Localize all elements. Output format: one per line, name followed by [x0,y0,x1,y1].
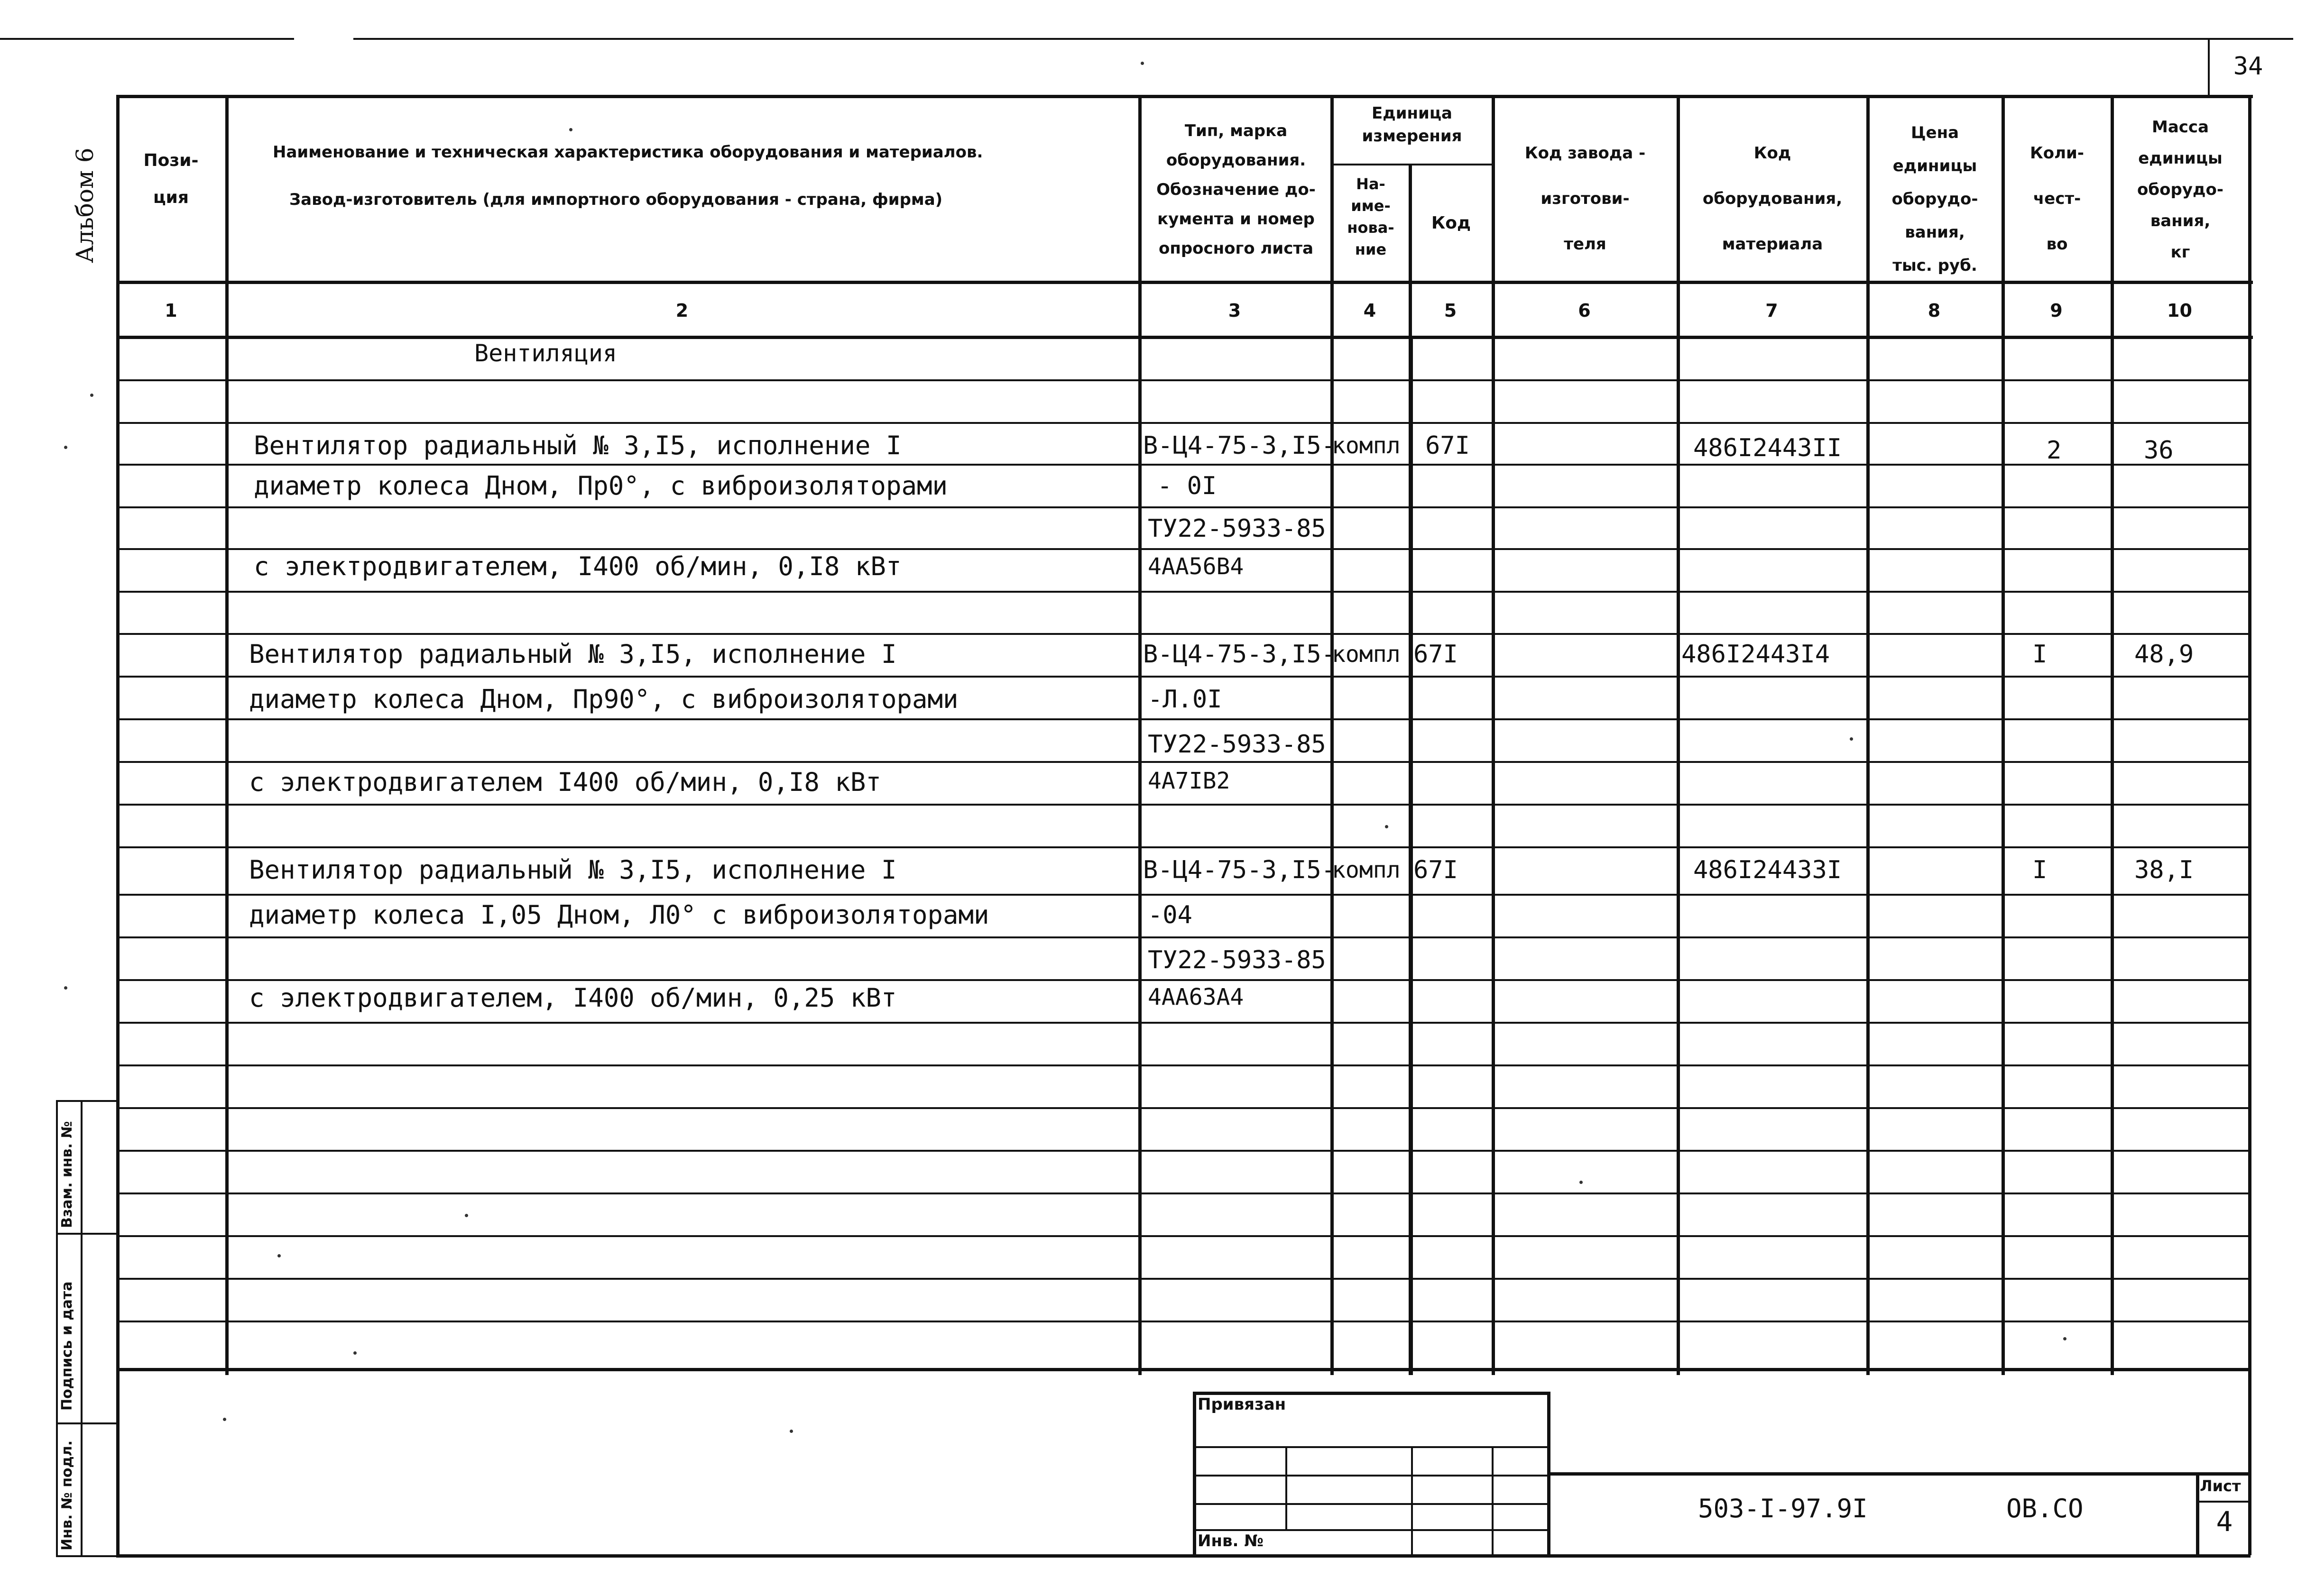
col-divider-1 [225,95,229,1375]
item-3-name-line4: с электродвигателем, I400 об/мин, 0,25 кВт [249,983,897,1013]
item-3-type-line1: В-Ц4-75-3,I5- [1143,856,1336,884]
row-line [116,1022,2251,1024]
item-1-type-line1: В-Ц4-75-3,I5- [1143,431,1336,460]
row-line [116,422,2251,424]
item-1-name-line4: с электродвигателем, I400 об/мин, 0,I8 кВт [254,551,902,581]
side-stamp-inv-podl: Инв. № подл. [59,1440,75,1550]
sheet-label: Лист [2200,1477,2241,1495]
row-line [116,1192,2251,1194]
item-3-mass: 38,I [2134,856,2194,884]
side-stamp-line [56,1100,118,1102]
side-stamp-mid-edge [81,1100,83,1555]
item-2-mass: 48,9 [2134,640,2194,669]
item-3-type-line3: ТУ22-5933-85 [1148,946,1326,974]
header-price: Цена единицы оборудо- вания, тыс. руб. [1891,123,1978,275]
title-block-line [1193,1503,1549,1505]
document-code: 503-I-97.9I [1698,1494,1868,1523]
item-2-type-line3: ТУ22-5933-85 [1148,730,1326,759]
scan-speck [465,1214,468,1217]
top-rule-left [0,38,294,40]
item-1-equipment-code: 486I2443II [1693,434,1842,462]
column-number: 3 [1228,300,1241,321]
item-2-unit-code: 67I [1413,640,1458,669]
item-1-type-line4: 4АА56В4 [1148,553,1244,580]
item-1-unit-code: 67I [1425,431,1470,460]
scan-speck [569,128,572,131]
col-divider-6 [1677,95,1680,1375]
header-factory-code: Код завода - изготови- теля [1524,144,1646,254]
page-number-box-edge [2208,39,2210,96]
row-line [116,1278,2251,1280]
header-unit-group: Единица измерения [1362,104,1462,146]
page-number: 34 [2233,52,2263,81]
row-line [116,761,2251,763]
header-unit-code: Код [1431,213,1471,233]
item-2-name-line2: диаметр колеса Дном, Пр90°, с виброизоляторами [249,684,959,714]
row-line [116,804,2251,806]
title-block-line [1411,1446,1413,1555]
item-2-type-line2: -Л.0I [1148,685,1222,714]
item-3-name-line2: диаметр колеса I,05 Дном, Л0° с виброизоляторами [249,900,989,930]
header-quantity: Коли- чест- во [2030,144,2084,254]
scan-speck [90,394,93,397]
privyazan-label: Привязан [1198,1395,1286,1414]
scan-speck [64,446,67,449]
item-3-name-line1: Вентилятор радиальный № 3,I5, исполнение I [249,855,897,885]
row-line [116,1150,2251,1152]
scan-speck [223,1418,226,1421]
header-name-line1: Наименование и техническая характеристика оборудования и материалов. [273,143,983,162]
item-2-name-line4: с электродвигателем I400 об/мин, 0,I8 кВт [249,767,881,797]
scan-speck [1850,737,1853,741]
row-line [116,936,2251,938]
row-line [116,894,2251,896]
col-divider-9 [2111,95,2114,1375]
scan-speck [277,1254,281,1257]
column-number: 8 [1928,300,1941,321]
frame-bottom-border [116,1554,2251,1558]
inv-no-label: Инв. № [1198,1532,1264,1550]
item-1-name-line1: Вентилятор радиальный № 3,I5, исполнение I [254,431,902,460]
sheet-box-left [2196,1472,2199,1555]
title-block-main-top [1547,1472,2249,1476]
table-right-border [2248,95,2251,1555]
section-title: Вентиляция [474,339,618,367]
title-block-line [1285,1446,1287,1529]
title-block-top [1193,1392,1549,1395]
side-stamp-line [56,1422,118,1424]
header-mass: Масса единицы оборудо- вания, кг [2137,118,2223,262]
item-3-equipment-code: 486I24433I [1693,856,1842,884]
column-number: 1 [165,300,177,321]
row-line [116,506,2251,508]
sheet-number: 4 [2216,1505,2233,1538]
side-stamp-podpis-data: Подпись и дата [59,1281,75,1411]
header-unit-name: На- име- нова- ние [1347,175,1394,258]
top-rule-right [353,38,2293,40]
scan-speck [2063,1337,2066,1340]
colnum-bottom-border [116,336,2253,339]
scan-speck [790,1430,793,1433]
item-3-type-line4: 4АА63А4 [1148,984,1244,1010]
row-line [116,718,2251,720]
header-type: Тип, марка оборудования. Обозначение до- кумента и номер опросного листа [1156,121,1316,258]
column-number: 6 [1578,300,1591,321]
col-divider-8 [2002,95,2005,1375]
item-1-name-line2: диаметр колеса Дном, Пр0°, с виброизоляторами [254,471,948,501]
row-line [116,1064,2251,1066]
row-line [116,1107,2251,1109]
row-line [116,1235,2251,1237]
item-2-name-line1: Вентилятор радиальный № 3,I5, исполнение I [249,639,897,669]
column-number: 5 [1444,300,1457,321]
scan-speck [353,1351,357,1355]
col5-thick-edge [1409,336,1413,1375]
table-body-bottom [116,1368,2251,1371]
column-number: 4 [1363,300,1376,321]
document-mark: ОВ.СО [2006,1494,2084,1523]
title-block-line [1193,1529,1549,1531]
column-number: 9 [2050,300,2063,321]
item-1-type-line2: - 0I [1157,472,1217,500]
row-line [116,1321,2251,1322]
scan-speck [1579,1181,1583,1184]
sheet-box-divider [2196,1501,2249,1503]
scan-speck [64,986,67,990]
column-number: 2 [675,300,689,321]
item-2-type-line4: 4А7IВ2 [1148,768,1230,794]
table-top-border [116,95,2253,98]
row-line [116,676,2251,678]
header-equipment-code: Код оборудования, материала [1702,144,1843,254]
item-2-type-line1: В-Ц4-75-3,I5- [1143,640,1336,669]
scan-speck [1141,62,1144,65]
scan-speck [1385,825,1388,828]
item-3-quantity: I [2032,856,2048,884]
col-divider-7 [1866,95,1870,1375]
side-stamp-line [56,1233,118,1235]
col-divider-5 [1492,95,1495,1375]
item-1-type-line3: ТУ22-5933-85 [1148,514,1326,543]
side-stamp-line [56,1555,118,1557]
row-line [116,846,2251,848]
title-block-line [1193,1475,1549,1477]
col-divider-2 [1138,95,1142,1375]
item-1-unit-name: компл [1332,432,1401,459]
side-stamp-left-edge [56,1100,58,1555]
column-number: 10 [2167,300,2192,321]
row-line [116,379,2251,381]
item-3-type-line2: -04 [1148,901,1192,929]
header-position: Пози- ция [143,151,199,207]
row-line [116,591,2251,593]
item-3-unit-code: 67I [1413,856,1458,884]
header-name-line2: Завод-изготовитель (для импортного оборудования - страна, фирма) [289,190,943,209]
item-1-quantity: 2 [2047,436,2062,465]
item-3-unit-name: компл [1332,857,1401,883]
item-2-quantity: I [2032,640,2048,669]
title-block-line [1193,1446,1549,1448]
item-1-mass: 36 [2144,436,2174,465]
row-line [116,464,2251,466]
column-number: 7 [1765,300,1778,321]
side-stamp-vzam-inv: Взам. инв. № [59,1121,75,1228]
album-label: Альбом 6 [71,147,99,263]
item-2-unit-name: компл [1332,641,1401,668]
row-line [116,633,2251,635]
col-divider-3 [1330,95,1334,1375]
item-2-equipment-code: 486I2443I4 [1681,640,1830,669]
title-block-line [1492,1446,1494,1555]
